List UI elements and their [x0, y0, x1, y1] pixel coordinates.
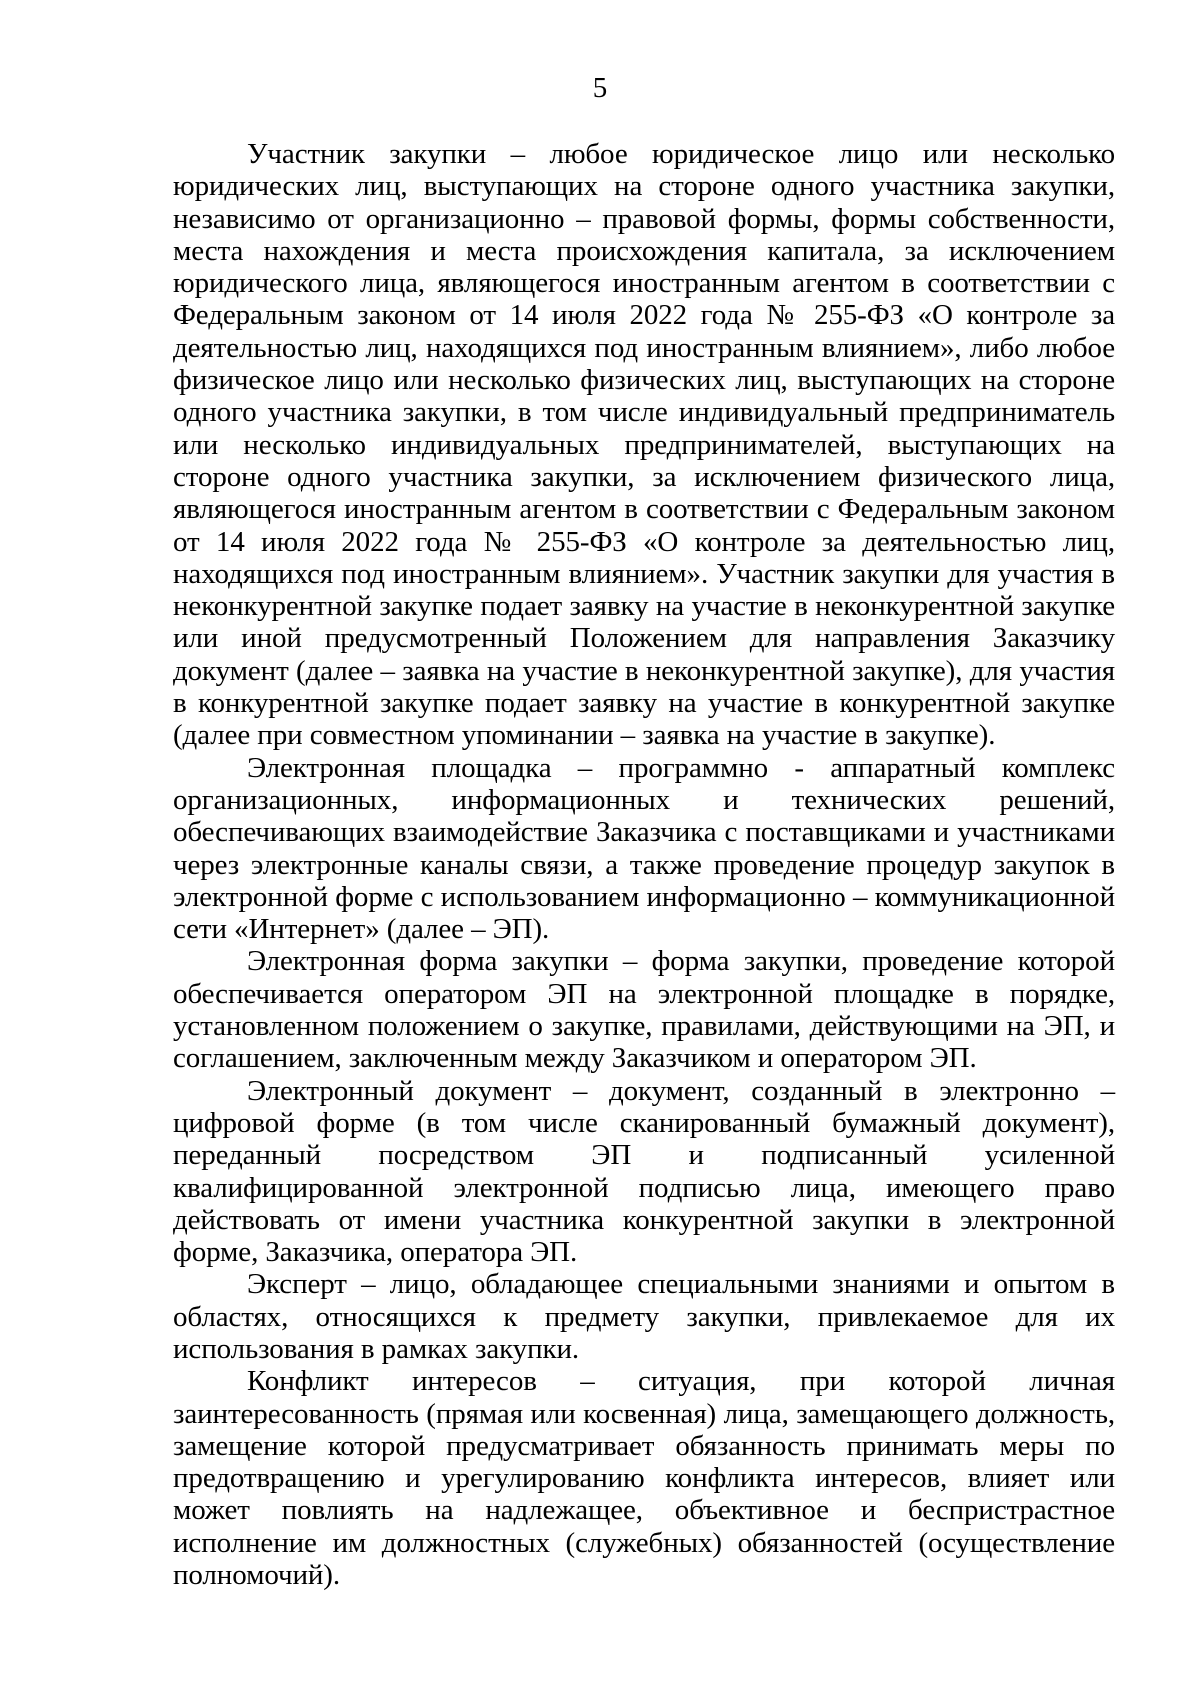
document-body: [173, 138, 1115, 1591]
paragraph-electronic-document: Электронный документ – документ, созданный в электронно – цифровой форме (в том числе сканированный бумажный документ), переданный посредством ЭП и подписанный усиленной квалифицированной электронной подписью лица, имеющего право действовать от имени участника конкурентной закупки в электронной форме, Заказчика, оператора ЭП.: [173, 1074, 1115, 1269]
page-number: 5: [592, 72, 608, 104]
paragraph-procurement-participant: Участник закупки – любое юридическое лицо или несколько юридических лиц, выступающих на стороне одного участника закупки, независимо от организационно – правовой формы, формы собственности, места нахождения и места происхождения капитала, за исключением юридического лица, являющегося иностранным агентом в соответствии с Федеральным законом от 14 июля 2022 года № 255-ФЗ «О контроле за деятельностью лиц, находящихся под иностранным влиянием», либо любое физическое лицо или несколько физических лиц, выступающих на стороне одного участника закупки, в том числе индивидуальный предприниматель или несколько индивидуальных предпринимателей, выступающих на стороне одного участника закупки, за исключением физического лица, являющегося иностранным агентом в соответствии с Федеральным законом от 14 июля 2022 года № 255-ФЗ «О контроле за деятельностью лиц, находящихся под иностранным влиянием». Участник закупки для участия в неконкурентной закупке подает заявку на участие в неконкурентной закупке или иной предусмотренный Положением для направления Заказчику документ (далее – заявка на участие в неконкурентной закупке), для участия в конкурентной закупке подает заявку на участие в конкурентной закупке (далее при совместном упоминании – заявка на участие в закупке).: [173, 138, 1115, 752]
paragraph-electronic-procurement-form: Электронная форма закупки – форма закупки, проведение которой обеспечивается оператором ЭП на электронной площадке в порядке, установленном положением о закупке, правилами, действующими на ЭП, и соглашением, заключенным между Заказчиком и оператором ЭП.: [173, 945, 1115, 1075]
paragraph-electronic-platform: Электронная площадка – программно - аппаратный комплекс организационных, информационных и технических решений, обеспечивающих взаимодействие Заказчика с поставщиками и участниками через электронные каналы связи, а также проведение процедур закупок в электронной форме с использованием информационно – коммуникационной сети «Интернет» (далее – ЭП).: [173, 751, 1115, 946]
paragraph-conflict-of-interest: Конфликт интересов – ситуация, при которой личная заинтересованность (прямая или косвенная) лица, замещающего должность, замещение которой предусматривает обязанность принимать меры по предотвращению и урегулированию конфликта интересов, влияет или может повлиять на надлежащее, объективное и беспристрастное исполнение им должностных (служебных) обязанностей (осуществление полномочий).: [173, 1365, 1115, 1592]
paragraph-expert: Эксперт – лицо, обладающее специальными знаниями и опытом в областях, относящихся к предмету закупки, привлекаемое для их использования в рамках закупки.: [173, 1268, 1115, 1365]
